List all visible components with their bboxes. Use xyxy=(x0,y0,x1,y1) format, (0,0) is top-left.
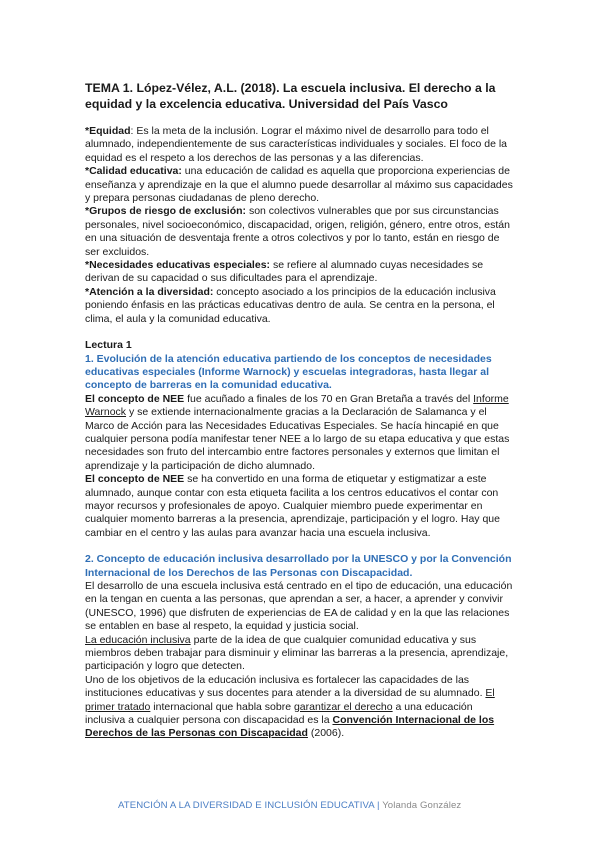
definition-text: se refiere al alumnado cuyas necesidades se derivan de su capacidad o sus dificultades para el aprendizaje. xyxy=(85,259,484,285)
paragraph-text: se ha convertido en una forma de etiquetar y estigmatizar a este alumnado, aunque contar con esta etiqueta facilita a los centros educativos el contar con mayor recursos y profesionales de apoyo. Cualquier miembro puede experimentar en cualquier momento barreras a la presencia, aprendizaje, participación y el logro. Hay que cambiar en el centro y las aulas para avanzar hacia una escuela inclusiva. xyxy=(85,473,500,539)
definition-term: *Equidad xyxy=(85,125,131,137)
section2-paragraph-2 xyxy=(85,634,515,674)
section1-heading: 1. Evolución de la atención educativa partiendo de los conceptos de necesidades educativas especiales (Informe Warnock) y escuelas integradoras, hasta llegar al concepto de barreras en la comunidad educativa. xyxy=(85,352,492,392)
footer-author: Yolanda González xyxy=(382,800,462,811)
definition-atencion-diversidad xyxy=(85,286,515,326)
section2-paragraph-3 xyxy=(85,674,515,741)
definition-term: *Atención a la diversidad: xyxy=(85,285,214,298)
footer-separator: | xyxy=(374,800,383,811)
paragraph-text: a una educación inclusiva a cualquier persona con discapacidad es la xyxy=(85,700,473,727)
section1-paragraph-1 xyxy=(85,393,515,473)
paragraph-text: fue acuñado a finales de los 70 en Gran Bretaña a través del xyxy=(184,392,474,405)
nee-term: El concepto de NEE xyxy=(85,473,185,486)
definition-text: concepto asociado a los principios de la educación inclusiva poniendo énfasis en las prácticas educativas dentro de aula. Se centra en la persona, el clima, el aula y la comunidad educativa. xyxy=(85,285,496,325)
definition-text: una educación de calidad es aquella que proporciona experiencias de enseñanza y aprendizaje en la que el alumno puede desarrollar al máximo sus capacidades y prepara personas ciudadanas de pleno derecho. xyxy=(85,165,513,205)
section2-paragraph-1: El desarrollo de una escuela inclusiva está centrado en el tipo de educación, una educación en la tengan en cuenta a las personas, que aprendan a ser, a hacer, a aprender y convivir (UNESCO, 1996) que disfruten de experiencias de EA de calidad y en la que las relaciones se entablen en base al respeto, la equidad y justicia social. xyxy=(85,580,513,633)
definition-nee xyxy=(85,259,515,286)
nee-term: El concepto de NEE xyxy=(85,392,185,405)
document-title: TEMA 1. López-Vélez, A.L. (2018). La escuela inclusiva. El derecho a la equidad y la excelencia educativa. Universidad del País Vasco xyxy=(85,81,496,111)
footer-title: ATENCIÓN A LA DIVERSIDAD E INCLUSIÓN EDUCATIVA xyxy=(118,800,375,811)
definition-text: son colectivos vulnerables que por sus circunstancias personales, nivel socioeconómico, discapacidad, origen, religión, género, entre otros, están en una situación de desventaja frente a otros colectivos y por lo tanto, están en riesgo de ser excluidos. xyxy=(85,205,510,258)
page-footer xyxy=(118,800,498,811)
paragraph-text: internacional que habla sobre xyxy=(150,700,294,713)
convencion-bold-underlined: Convención Internacional de los Derechos de las Personas con Discapacidad xyxy=(85,714,495,740)
section1-paragraph-2 xyxy=(85,473,515,540)
section2-heading: 2. Concepto de educación inclusiva desarrollado por la UNESCO y por la Convención Internacional de los Derechos de las Personas con Discapacidad. xyxy=(85,553,512,579)
definition-calidad xyxy=(85,165,515,205)
definition-term: *Calidad educativa: xyxy=(85,165,182,178)
informe-warnock-link: Informe Warnock xyxy=(85,392,509,419)
educacion-inclusiva-underlined: La educación inclusiva xyxy=(85,633,191,646)
garantizar-derecho-underlined: garantizar el derecho xyxy=(293,700,393,713)
paragraph-text: y se extiende internacionalmente gracias a la Declaración de Salamanca y el Marco de Acción para las Necesidades Educativas Especiales. Se hacía hincapié en que cualquier persona podía manifestar tener NEE a lo largo de su etapa educativa y que estas necesidades son fruto del intercambio entre factores personales y externos que limitan el aprendizaje y la participación de dicho alumnado. xyxy=(85,406,510,472)
paragraph-text: parte de la idea de que cualquier comunidad educativa y sus miembros deben trabajar para disminuir y eliminar las barreras a la presencia, aprendizaje, participación y logro que detecten. xyxy=(85,633,509,673)
paragraph-text: Uno de los objetivos de la educación inclusiva es fortalecer las capacidades de las instituciones educativas y sus docentes para atender a la diversidad de su alumnado. xyxy=(85,673,483,700)
definition-term: *Necesidades educativas especiales: xyxy=(85,259,271,272)
document-body xyxy=(85,80,515,741)
lectura-label: Lectura 1 xyxy=(85,339,132,352)
definition-grupos-riesgo xyxy=(85,205,515,259)
paragraph-text: (2006). xyxy=(307,727,345,740)
definition-term: *Grupos de riesgo de exclusión: xyxy=(85,205,247,218)
definitions-block xyxy=(85,125,515,326)
definition-equidad xyxy=(85,125,515,165)
primer-tratado-underlined: El primer tratado xyxy=(85,687,495,713)
definition-text: : Es la meta de la inclusión. Lograr el máximo nivel de desarrollo para todo el alumnado, independientemente de sus características individuales y sociales. El foco de la equidad es el respeto a los derechos de las personas y a las diferencias. xyxy=(85,125,507,164)
